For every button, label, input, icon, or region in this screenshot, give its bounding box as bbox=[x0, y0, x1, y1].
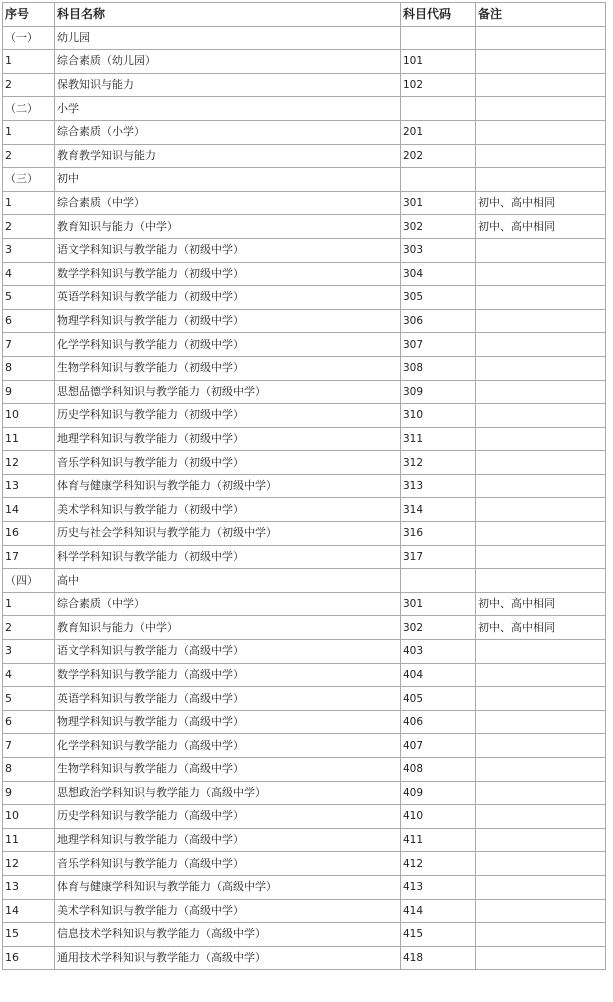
cell-note bbox=[476, 781, 606, 805]
table-row bbox=[3, 498, 606, 522]
cell-no: 13 bbox=[3, 875, 55, 899]
cell-no: 3 bbox=[3, 238, 55, 262]
cell-code: 317 bbox=[401, 545, 476, 569]
cell-name: 历史学科知识与教学能力（高级中学） bbox=[55, 805, 401, 829]
cell-no: 1 bbox=[3, 50, 55, 74]
cell-name: 历史学科知识与教学能力（初级中学） bbox=[55, 404, 401, 428]
section-row bbox=[3, 26, 606, 50]
cell-note bbox=[476, 356, 606, 380]
cell-name: 生物学科知识与教学能力（高级中学） bbox=[55, 758, 401, 782]
cell-name: 语文学科知识与教学能力（初级中学） bbox=[55, 238, 401, 262]
cell-code bbox=[401, 569, 476, 593]
cell-no: 12 bbox=[3, 451, 55, 475]
cell-no: 12 bbox=[3, 852, 55, 876]
table-row bbox=[3, 215, 606, 239]
cell-no: （四） bbox=[3, 569, 55, 593]
table-row bbox=[3, 50, 606, 74]
table-row bbox=[3, 828, 606, 852]
table-row bbox=[3, 73, 606, 97]
cell-name: 物理学科知识与教学能力（高级中学） bbox=[55, 710, 401, 734]
cell-note bbox=[476, 168, 606, 192]
table-row bbox=[3, 144, 606, 168]
header-no: 序号 bbox=[3, 3, 55, 27]
cell-name: 化学学科知识与教学能力（初级中学） bbox=[55, 333, 401, 357]
cell-note bbox=[476, 380, 606, 404]
cell-name: 科学学科知识与教学能力（初级中学） bbox=[55, 545, 401, 569]
cell-note bbox=[476, 899, 606, 923]
table-row bbox=[3, 734, 606, 758]
cell-note bbox=[476, 120, 606, 144]
cell-code: 310 bbox=[401, 404, 476, 428]
subject-table-container bbox=[2, 2, 610, 970]
table-row bbox=[3, 758, 606, 782]
cell-note bbox=[476, 286, 606, 310]
cell-no: （三） bbox=[3, 168, 55, 192]
table-row bbox=[3, 451, 606, 475]
cell-code: 404 bbox=[401, 663, 476, 687]
cell-name: 幼儿园 bbox=[55, 26, 401, 50]
cell-code: 406 bbox=[401, 710, 476, 734]
cell-note bbox=[476, 144, 606, 168]
cell-code: 302 bbox=[401, 215, 476, 239]
header-code: 科目代码 bbox=[401, 3, 476, 27]
cell-code: 412 bbox=[401, 852, 476, 876]
cell-note bbox=[476, 923, 606, 947]
table-row bbox=[3, 663, 606, 687]
cell-no: 1 bbox=[3, 191, 55, 215]
cell-note bbox=[476, 710, 606, 734]
cell-code: 304 bbox=[401, 262, 476, 286]
cell-code: 403 bbox=[401, 640, 476, 664]
cell-note bbox=[476, 427, 606, 451]
cell-note bbox=[476, 333, 606, 357]
cell-name: 高中 bbox=[55, 569, 401, 593]
cell-no: 1 bbox=[3, 120, 55, 144]
table-row bbox=[3, 238, 606, 262]
cell-code: 308 bbox=[401, 356, 476, 380]
cell-code: 409 bbox=[401, 781, 476, 805]
cell-name: 地理学科知识与教学能力（初级中学） bbox=[55, 427, 401, 451]
cell-note bbox=[476, 498, 606, 522]
section-row bbox=[3, 569, 606, 593]
cell-name: 体育与健康学科知识与教学能力（高级中学） bbox=[55, 875, 401, 899]
table-row bbox=[3, 545, 606, 569]
cell-name: 美术学科知识与教学能力（高级中学） bbox=[55, 899, 401, 923]
cell-no: 14 bbox=[3, 498, 55, 522]
section-row bbox=[3, 97, 606, 121]
cell-no: 11 bbox=[3, 828, 55, 852]
cell-no: 1 bbox=[3, 592, 55, 616]
cell-code: 309 bbox=[401, 380, 476, 404]
table-row bbox=[3, 781, 606, 805]
cell-name: 小学 bbox=[55, 97, 401, 121]
cell-no: 17 bbox=[3, 545, 55, 569]
cell-note bbox=[476, 50, 606, 74]
cell-no: 4 bbox=[3, 262, 55, 286]
cell-no: 5 bbox=[3, 687, 55, 711]
table-row bbox=[3, 120, 606, 144]
cell-no: 2 bbox=[3, 73, 55, 97]
cell-name: 体育与健康学科知识与教学能力（初级中学） bbox=[55, 474, 401, 498]
cell-no: 16 bbox=[3, 522, 55, 546]
cell-note bbox=[476, 73, 606, 97]
cell-no: 3 bbox=[3, 640, 55, 664]
cell-note bbox=[476, 663, 606, 687]
cell-name: 数学学科知识与教学能力（高级中学） bbox=[55, 663, 401, 687]
table-row bbox=[3, 333, 606, 357]
table-row bbox=[3, 380, 606, 404]
cell-code: 414 bbox=[401, 899, 476, 923]
table-row bbox=[3, 286, 606, 310]
cell-note bbox=[476, 238, 606, 262]
cell-code: 201 bbox=[401, 120, 476, 144]
cell-code: 102 bbox=[401, 73, 476, 97]
cell-no: 15 bbox=[3, 923, 55, 947]
cell-note bbox=[476, 687, 606, 711]
cell-note bbox=[476, 522, 606, 546]
cell-note bbox=[476, 734, 606, 758]
table-row bbox=[3, 640, 606, 664]
table-row bbox=[3, 474, 606, 498]
cell-note bbox=[476, 640, 606, 664]
cell-no: 9 bbox=[3, 380, 55, 404]
cell-code: 101 bbox=[401, 50, 476, 74]
cell-code bbox=[401, 26, 476, 50]
cell-code: 418 bbox=[401, 946, 476, 970]
cell-code: 316 bbox=[401, 522, 476, 546]
table-row bbox=[3, 687, 606, 711]
table-row bbox=[3, 404, 606, 428]
cell-code: 408 bbox=[401, 758, 476, 782]
cell-no: 10 bbox=[3, 805, 55, 829]
cell-code: 313 bbox=[401, 474, 476, 498]
cell-note bbox=[476, 852, 606, 876]
cell-code: 405 bbox=[401, 687, 476, 711]
table-body bbox=[3, 26, 606, 970]
cell-code: 415 bbox=[401, 923, 476, 947]
cell-name: 综合素质（中学） bbox=[55, 191, 401, 215]
cell-name: 地理学科知识与教学能力（高级中学） bbox=[55, 828, 401, 852]
cell-name: 通用技术学科知识与教学能力（高级中学） bbox=[55, 946, 401, 970]
cell-note bbox=[476, 474, 606, 498]
cell-name: 教育教学知识与能力 bbox=[55, 144, 401, 168]
subject-table bbox=[2, 2, 606, 970]
table-row bbox=[3, 356, 606, 380]
cell-code: 301 bbox=[401, 592, 476, 616]
cell-code: 302 bbox=[401, 616, 476, 640]
table-row bbox=[3, 852, 606, 876]
table-row bbox=[3, 522, 606, 546]
cell-name: 保教知识与能力 bbox=[55, 73, 401, 97]
cell-no: 6 bbox=[3, 710, 55, 734]
cell-code: 413 bbox=[401, 875, 476, 899]
cell-note bbox=[476, 805, 606, 829]
cell-no: 5 bbox=[3, 286, 55, 310]
cell-name: 综合素质（幼儿园） bbox=[55, 50, 401, 74]
cell-note bbox=[476, 569, 606, 593]
table-row bbox=[3, 262, 606, 286]
cell-no: 13 bbox=[3, 474, 55, 498]
cell-name: 综合素质（中学） bbox=[55, 592, 401, 616]
cell-name: 教育知识与能力（中学） bbox=[55, 215, 401, 239]
cell-code: 311 bbox=[401, 427, 476, 451]
cell-name: 综合素质（小学） bbox=[55, 120, 401, 144]
cell-code: 407 bbox=[401, 734, 476, 758]
cell-code: 314 bbox=[401, 498, 476, 522]
cell-note bbox=[476, 262, 606, 286]
cell-code: 312 bbox=[401, 451, 476, 475]
table-row bbox=[3, 616, 606, 640]
cell-code: 410 bbox=[401, 805, 476, 829]
cell-name: 美术学科知识与教学能力（初级中学） bbox=[55, 498, 401, 522]
cell-no: 6 bbox=[3, 309, 55, 333]
cell-name: 语文学科知识与教学能力（高级中学） bbox=[55, 640, 401, 664]
cell-name: 初中 bbox=[55, 168, 401, 192]
table-row bbox=[3, 427, 606, 451]
cell-note bbox=[476, 26, 606, 50]
cell-name: 生物学科知识与教学能力（初级中学） bbox=[55, 356, 401, 380]
cell-name: 音乐学科知识与教学能力（高级中学） bbox=[55, 852, 401, 876]
header-name: 科目名称 bbox=[55, 3, 401, 27]
table-row bbox=[3, 805, 606, 829]
cell-no: 2 bbox=[3, 144, 55, 168]
cell-name: 思想政治学科知识与教学能力（高级中学） bbox=[55, 781, 401, 805]
cell-note: 初中、高中相同 bbox=[476, 215, 606, 239]
header-row bbox=[3, 3, 606, 27]
table-row bbox=[3, 946, 606, 970]
cell-note bbox=[476, 545, 606, 569]
cell-no: （二） bbox=[3, 97, 55, 121]
section-row bbox=[3, 168, 606, 192]
table-row bbox=[3, 875, 606, 899]
cell-name: 音乐学科知识与教学能力（初级中学） bbox=[55, 451, 401, 475]
cell-no: （一） bbox=[3, 26, 55, 50]
cell-name: 物理学科知识与教学能力（初级中学） bbox=[55, 309, 401, 333]
cell-note: 初中、高中相同 bbox=[476, 616, 606, 640]
cell-code: 202 bbox=[401, 144, 476, 168]
cell-name: 思想品德学科知识与教学能力（初级中学） bbox=[55, 380, 401, 404]
cell-note bbox=[476, 451, 606, 475]
cell-name: 信息技术学科知识与教学能力（高级中学） bbox=[55, 923, 401, 947]
cell-note: 初中、高中相同 bbox=[476, 592, 606, 616]
table-row bbox=[3, 710, 606, 734]
cell-code: 305 bbox=[401, 286, 476, 310]
cell-code bbox=[401, 97, 476, 121]
cell-name: 历史与社会学科知识与教学能力（初级中学） bbox=[55, 522, 401, 546]
table-row bbox=[3, 309, 606, 333]
cell-no: 8 bbox=[3, 758, 55, 782]
table-row bbox=[3, 923, 606, 947]
cell-no: 14 bbox=[3, 899, 55, 923]
cell-no: 16 bbox=[3, 946, 55, 970]
cell-note: 初中、高中相同 bbox=[476, 191, 606, 215]
cell-name: 化学学科知识与教学能力（高级中学） bbox=[55, 734, 401, 758]
table-row bbox=[3, 592, 606, 616]
cell-note bbox=[476, 97, 606, 121]
table-row bbox=[3, 899, 606, 923]
header-note: 备注 bbox=[476, 3, 606, 27]
cell-no: 11 bbox=[3, 427, 55, 451]
cell-note bbox=[476, 758, 606, 782]
cell-name: 数学学科知识与教学能力（初级中学） bbox=[55, 262, 401, 286]
cell-no: 8 bbox=[3, 356, 55, 380]
cell-note bbox=[476, 309, 606, 333]
cell-code: 307 bbox=[401, 333, 476, 357]
cell-name: 英语学科知识与教学能力（初级中学） bbox=[55, 286, 401, 310]
cell-code: 306 bbox=[401, 309, 476, 333]
cell-note bbox=[476, 946, 606, 970]
cell-no: 2 bbox=[3, 616, 55, 640]
cell-note bbox=[476, 875, 606, 899]
cell-no: 7 bbox=[3, 333, 55, 357]
cell-name: 英语学科知识与教学能力（高级中学） bbox=[55, 687, 401, 711]
cell-note bbox=[476, 404, 606, 428]
cell-code: 411 bbox=[401, 828, 476, 852]
cell-no: 2 bbox=[3, 215, 55, 239]
cell-code bbox=[401, 168, 476, 192]
cell-code: 303 bbox=[401, 238, 476, 262]
cell-no: 7 bbox=[3, 734, 55, 758]
table-row bbox=[3, 191, 606, 215]
cell-name: 教育知识与能力（中学） bbox=[55, 616, 401, 640]
cell-no: 9 bbox=[3, 781, 55, 805]
cell-note bbox=[476, 828, 606, 852]
cell-code: 301 bbox=[401, 191, 476, 215]
cell-no: 4 bbox=[3, 663, 55, 687]
cell-no: 10 bbox=[3, 404, 55, 428]
